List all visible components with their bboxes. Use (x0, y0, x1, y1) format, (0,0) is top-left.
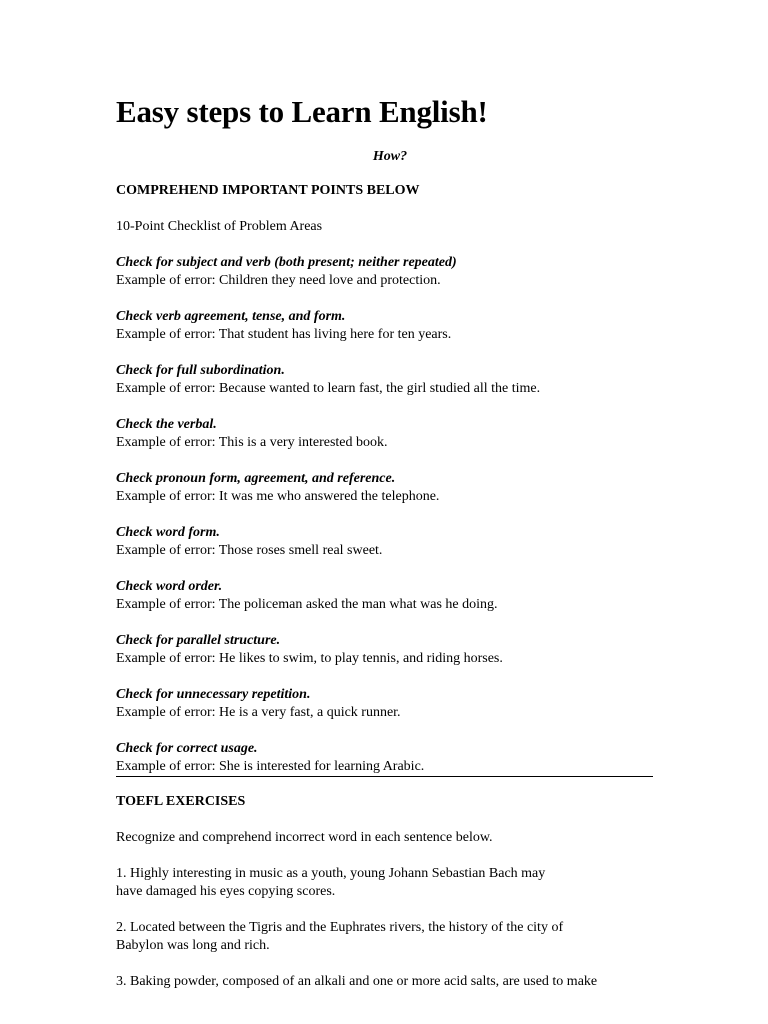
checklist-item-example: Example of error: That student has living here for ten years. (116, 327, 452, 342)
checklist-item-example: Example of error: Those roses smell real sweet. (116, 543, 383, 558)
checklist-item-example: Example of error: It was me who answered the telephone. (116, 489, 440, 504)
page-title: Easy steps to Learn English! (116, 94, 488, 129)
exercise-line: 1. Highly interesting in music as a youth, young Johann Sebastian Bach may (116, 866, 546, 881)
checklist-item (116, 416, 656, 452)
checklist-item-example: Example of error: Children they need love and protection. (116, 273, 441, 288)
checklist-item-heading: Check word form. (116, 525, 220, 540)
checklist (116, 254, 656, 776)
checklist-item (116, 308, 656, 344)
checklist-item (116, 740, 656, 776)
checklist-item-heading: Check for full subordination. (116, 363, 285, 378)
checklist-item (116, 632, 656, 668)
checklist-item-example: Example of error: He likes to swim, to play tennis, and riding horses. (116, 651, 503, 666)
checklist-item-example: Example of error: This is a very interested book. (116, 435, 388, 450)
checklist-item-heading: Check for correct usage. (116, 741, 258, 756)
checklist-item-heading: Check the verbal. (116, 417, 217, 432)
checklist-item (116, 254, 656, 290)
checklist-item (116, 524, 656, 560)
checklist-item (116, 470, 656, 506)
exercise-item (116, 973, 656, 991)
section-heading-toefl: TOEFL EXERCISES (116, 794, 246, 809)
exercise-line: 3. Baking powder, composed of an alkali and one or more acid salts, are used to make (116, 974, 598, 989)
section-divider (116, 776, 653, 777)
exercise-line: Babylon was long and rich. (116, 938, 270, 953)
exercise-line: 2. Located between the Tigris and the Euphrates rivers, the history of the city of (116, 920, 564, 935)
checklist-item (116, 362, 656, 398)
exercises-intro: Recognize and comprehend incorrect word in each sentence below. (116, 830, 493, 845)
checklist-item-heading: Check word order. (116, 579, 223, 594)
checklist-item-example: Example of error: She is interested for learning Arabic. (116, 759, 425, 774)
exercise-line: have damaged his eyes copying scores. (116, 884, 336, 899)
checklist-item-heading: Check for parallel structure. (116, 633, 281, 648)
section-heading-comprehend: COMPREHEND IMPORTANT POINTS BELOW (116, 183, 420, 198)
exercise-item (116, 919, 656, 955)
checklist-intro: 10-Point Checklist of Problem Areas (116, 219, 323, 234)
subtitle: How? (372, 149, 408, 164)
checklist-item-heading: Check verb agreement, tense, and form. (116, 309, 346, 324)
checklist-item (116, 686, 656, 722)
checklist-item-example: Example of error: He is a very fast, a quick runner. (116, 705, 401, 720)
checklist-item-example: Example of error: Because wanted to learn fast, the girl studied all the time. (116, 381, 541, 396)
checklist-item (116, 578, 656, 614)
exercise-list (116, 865, 656, 991)
document-page (116, 92, 656, 991)
checklist-item-heading: Check pronoun form, agreement, and reference. (116, 471, 396, 486)
checklist-item-example: Example of error: The policeman asked the man what was he doing. (116, 597, 498, 612)
checklist-item-heading: Check for subject and verb (both present; neither repeated) (116, 255, 457, 270)
checklist-item-heading: Check for unnecessary repetition. (116, 687, 311, 702)
exercise-item (116, 865, 656, 901)
